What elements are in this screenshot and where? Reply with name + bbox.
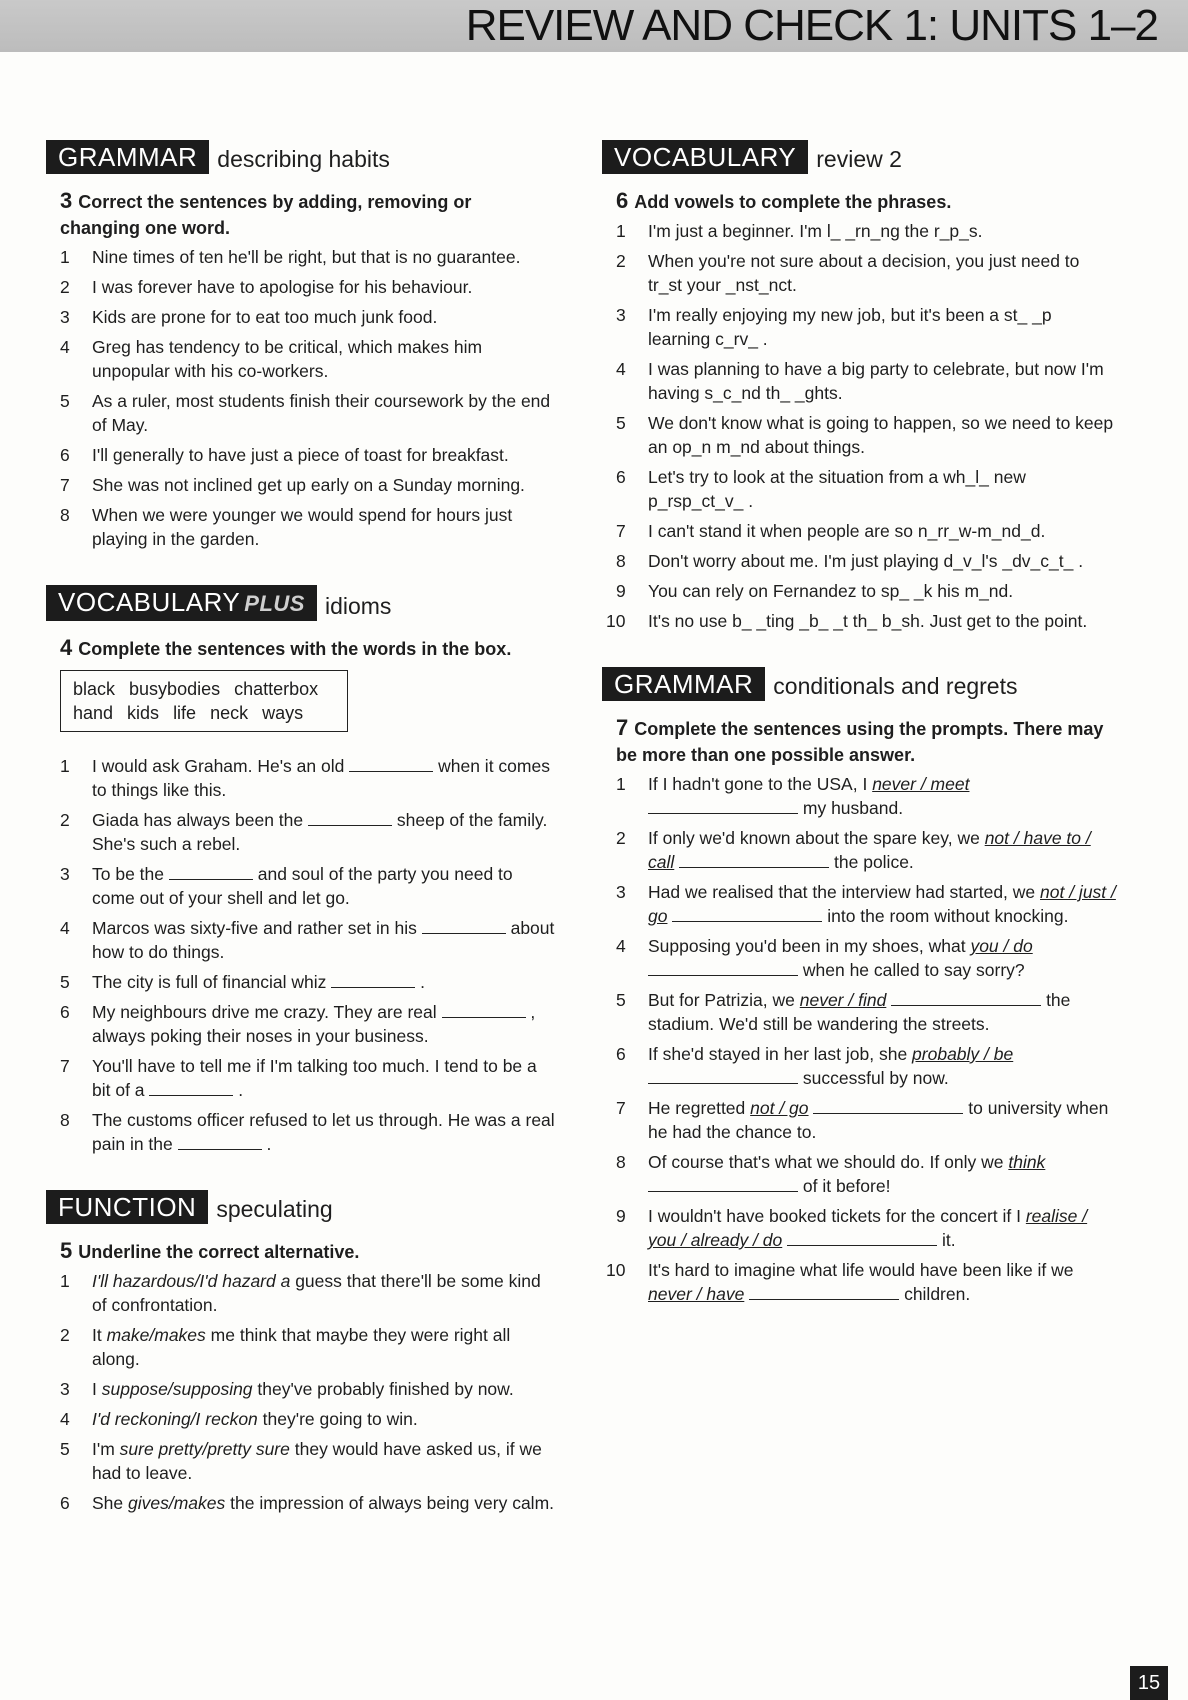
exercise-number: 6 <box>616 188 629 213</box>
answer-blank[interactable] <box>679 851 829 868</box>
answer-blank[interactable] <box>178 1133 262 1150</box>
instruction-text: Underline the correct alternative. <box>78 1242 360 1262</box>
list-item: 8 When we were younger we would spend for hours just playing in the garden. <box>60 505 513 549</box>
instruction-text: Complete the sentences with the words in the box. <box>78 639 512 659</box>
section-tag: GRAMMAR <box>46 140 209 174</box>
section-header <box>46 1190 556 1224</box>
exercise-6-list <box>602 219 1116 633</box>
list-item: 4 Supposing you'd been in my shoes, what you / do when he called to say sorry? <box>616 936 1033 980</box>
list-item: 3 I'm really enjoying my new job, but it's been a st_ _p learning c_rv_ . <box>616 305 1052 349</box>
list-item: 3 Had we realised that the interview had started, we not / just / go into the room without knocking. <box>616 882 1116 926</box>
section-topic: review 2 <box>816 146 902 172</box>
list-item: 8 Of course that's what we should do. If only we think of it before! <box>616 1152 1046 1196</box>
answer-blank[interactable] <box>169 863 253 880</box>
alternative-choice[interactable]: make/makes <box>106 1325 206 1345</box>
list-item: 4 Marcos was sixty-five and rather set in his about how to do things. <box>60 918 555 962</box>
list-item: 5 As a ruler, most students finish their coursework by the end of May. <box>60 391 551 435</box>
answer-blank[interactable] <box>648 959 798 976</box>
exercise-7-list <box>602 772 1116 1306</box>
alternative-choice[interactable]: I'll hazardous/I'd hazard a <box>92 1271 291 1291</box>
list-item: 5 But for Patrizia, we never / find the stadium. We'd still be wandering the streets. <box>616 990 1071 1034</box>
answer-blank[interactable] <box>308 809 392 826</box>
alternative-choice[interactable]: suppose/supposing <box>101 1379 253 1399</box>
section-topic: idioms <box>324 593 392 619</box>
page-title: REVIEW AND CHECK 1: UNITS 1–2 <box>465 1 1158 50</box>
instruction-text: Correct the sentences by adding, removing or changing one word. <box>60 192 472 238</box>
list-item: 1 If I hadn't gone to the USA, I never / meet my husband. <box>616 774 970 818</box>
answer-blank[interactable] <box>442 1001 526 1018</box>
exercise-instruction <box>616 715 1116 768</box>
section-header <box>602 140 1116 174</box>
list-item: 9 I wouldn't have booked tickets for the concert if I realise / you / already / do it. <box>616 1206 1088 1250</box>
list-item: 9 You can rely on Fernandez to sp_ _k his m_nd. <box>616 581 1014 601</box>
list-item: 1 I'll hazardous/I'd hazard a guess that there'll be some kind of confrontation. <box>60 1271 541 1315</box>
list-item: 7 He regretted not / go to university when he had the chance to. <box>616 1098 1109 1142</box>
instruction-text: Add vowels to complete the phrases. <box>634 192 952 212</box>
answer-blank[interactable] <box>672 905 822 922</box>
list-item: 8 Don't worry about me. I'm just playing d_v_l's _dv_c_t_ . <box>616 551 1084 571</box>
page-number: 15 <box>1130 1666 1168 1700</box>
exercise-instruction <box>616 188 1116 215</box>
list-item: 10 It's hard to imagine what life would have been like if we never / have children. <box>606 1260 1074 1304</box>
section-topic: speculating <box>216 1196 333 1222</box>
list-item: 6 My neighbours drive me crazy. They are real , always poking their noses in your business. <box>60 1002 536 1046</box>
list-item: 2 I was forever have to apologise for his behaviour. <box>60 277 473 297</box>
list-item: 1 I would ask Graham. He's an old when it comes to things like this. <box>60 756 550 800</box>
list-item: 4 I was planning to have a big party to celebrate, but now I'm having s_c_nd th_ _ghts. <box>616 359 1104 403</box>
answer-blank[interactable] <box>891 989 1041 1006</box>
exercise-4-list <box>46 754 556 1156</box>
function-speculating <box>46 1190 556 1515</box>
exercise-5-list <box>46 1269 556 1515</box>
list-item: 2 It make/makes me think that maybe they were right all along. <box>60 1325 511 1369</box>
section-topic: describing habits <box>217 146 390 172</box>
list-item: 1 Nine times of ten he'll be right, but that is no guarantee. <box>60 247 521 267</box>
grammar-describing-habits <box>46 140 556 551</box>
list-item: 5 We don't know what is going to happen, so we need to keep an op_n m_nd about things. <box>616 413 1114 457</box>
grammar-conditionals <box>602 667 1116 1306</box>
answer-blank[interactable] <box>787 1229 937 1246</box>
section-tag: VOCABULARY PLUS <box>46 585 317 621</box>
vocabulary-review-2 <box>602 140 1116 633</box>
answer-blank[interactable] <box>648 797 798 814</box>
list-item: 10 It's no use b_ _ting _b_ _t th_ b_sh. Just get to the point. <box>606 611 1088 631</box>
list-item: 7 I can't stand it when people are so n_rr_w-m_nd_d. <box>616 521 1046 541</box>
answer-blank[interactable] <box>349 755 433 772</box>
alternative-choice[interactable]: I'd reckoning/I reckon <box>92 1409 258 1429</box>
section-tag: VOCABULARY <box>602 140 808 174</box>
section-header <box>46 140 556 174</box>
exercise-instruction <box>60 188 556 241</box>
section-topic: conditionals and regrets <box>773 673 1018 699</box>
list-item: 6 Let's try to look at the situation from a wh_l_ new p_rsp_ct_v_ . <box>616 467 1026 511</box>
list-item: 6 If she'd stayed in her last job, she probably / be successful by now. <box>616 1044 1014 1088</box>
section-tag: GRAMMAR <box>602 667 765 701</box>
exercise-number: 3 <box>60 188 73 213</box>
answer-blank[interactable] <box>422 917 506 934</box>
word-box: black busybodies chatterbox hand kids life neck ways <box>60 670 348 732</box>
answer-blank[interactable] <box>749 1283 899 1300</box>
answer-blank[interactable] <box>331 971 415 988</box>
left-column <box>46 140 556 1549</box>
list-item: 6 I'll generally to have just a piece of toast for breakfast. <box>60 445 509 465</box>
section-tag: FUNCTION <box>46 1190 208 1224</box>
header-bar <box>0 0 1188 52</box>
section-header <box>602 667 1116 701</box>
list-item: 3 Kids are prone for to eat too much junk food. <box>60 307 438 327</box>
list-item: 7 You'll have to tell me if I'm talking too much. I tend to be a bit of a . <box>60 1056 537 1100</box>
list-item: 2 Giada has always been the sheep of the family. She's such a rebel. <box>60 810 548 854</box>
list-item: 4 I'd reckoning/I reckon they're going to win. <box>60 1409 418 1429</box>
exercise-3-list <box>46 245 556 551</box>
list-item: 6 She gives/makes the impression of always being very calm. <box>60 1493 555 1513</box>
exercise-instruction <box>60 635 556 662</box>
list-item: 8 The customs officer refused to let us through. He was a real pain in the . <box>60 1110 555 1154</box>
instruction-text: Complete the sentences using the prompts. There may be more than one possible answer. <box>616 719 1104 765</box>
alternative-choice[interactable]: sure pretty/pretty sure <box>119 1439 290 1459</box>
list-item: 2 If only we'd known about the spare key, we not / have to / call the police. <box>616 828 1091 872</box>
answer-blank[interactable] <box>813 1097 963 1114</box>
list-item: 5 I'm sure pretty/pretty sure they would have asked us, if we had to leave. <box>60 1439 542 1483</box>
list-item: 7 She was not inclined get up early on a Sunday morning. <box>60 475 525 495</box>
answer-blank[interactable] <box>648 1175 798 1192</box>
exercise-number: 4 <box>60 635 73 660</box>
vocabulary-plus-idioms <box>46 585 556 1156</box>
list-item: 3 I suppose/supposing they've probably finished by now. <box>60 1379 514 1399</box>
exercise-number: 5 <box>60 1238 73 1263</box>
section-header <box>46 585 556 621</box>
exercise-instruction <box>60 1238 556 1265</box>
answer-blank[interactable] <box>648 1067 798 1084</box>
list-item: 5 The city is full of financial whiz . <box>60 972 426 992</box>
list-item: 2 When you're not sure about a decision, you just need to tr_st your _nst_nct. <box>616 251 1080 295</box>
list-item: 3 To be the and soul of the party you need to come out of your shell and let go. <box>60 864 513 908</box>
right-column <box>602 140 1116 1340</box>
exercise-number: 7 <box>616 715 629 740</box>
alternative-choice[interactable]: gives/makes <box>128 1493 226 1513</box>
answer-blank[interactable] <box>149 1079 233 1096</box>
list-item: 1 I'm just a beginner. I'm l_ _rn_ng the r_p_s. <box>616 221 983 241</box>
list-item: 4 Greg has tendency to be critical, which makes him unpopular with his co-workers. <box>60 337 483 381</box>
